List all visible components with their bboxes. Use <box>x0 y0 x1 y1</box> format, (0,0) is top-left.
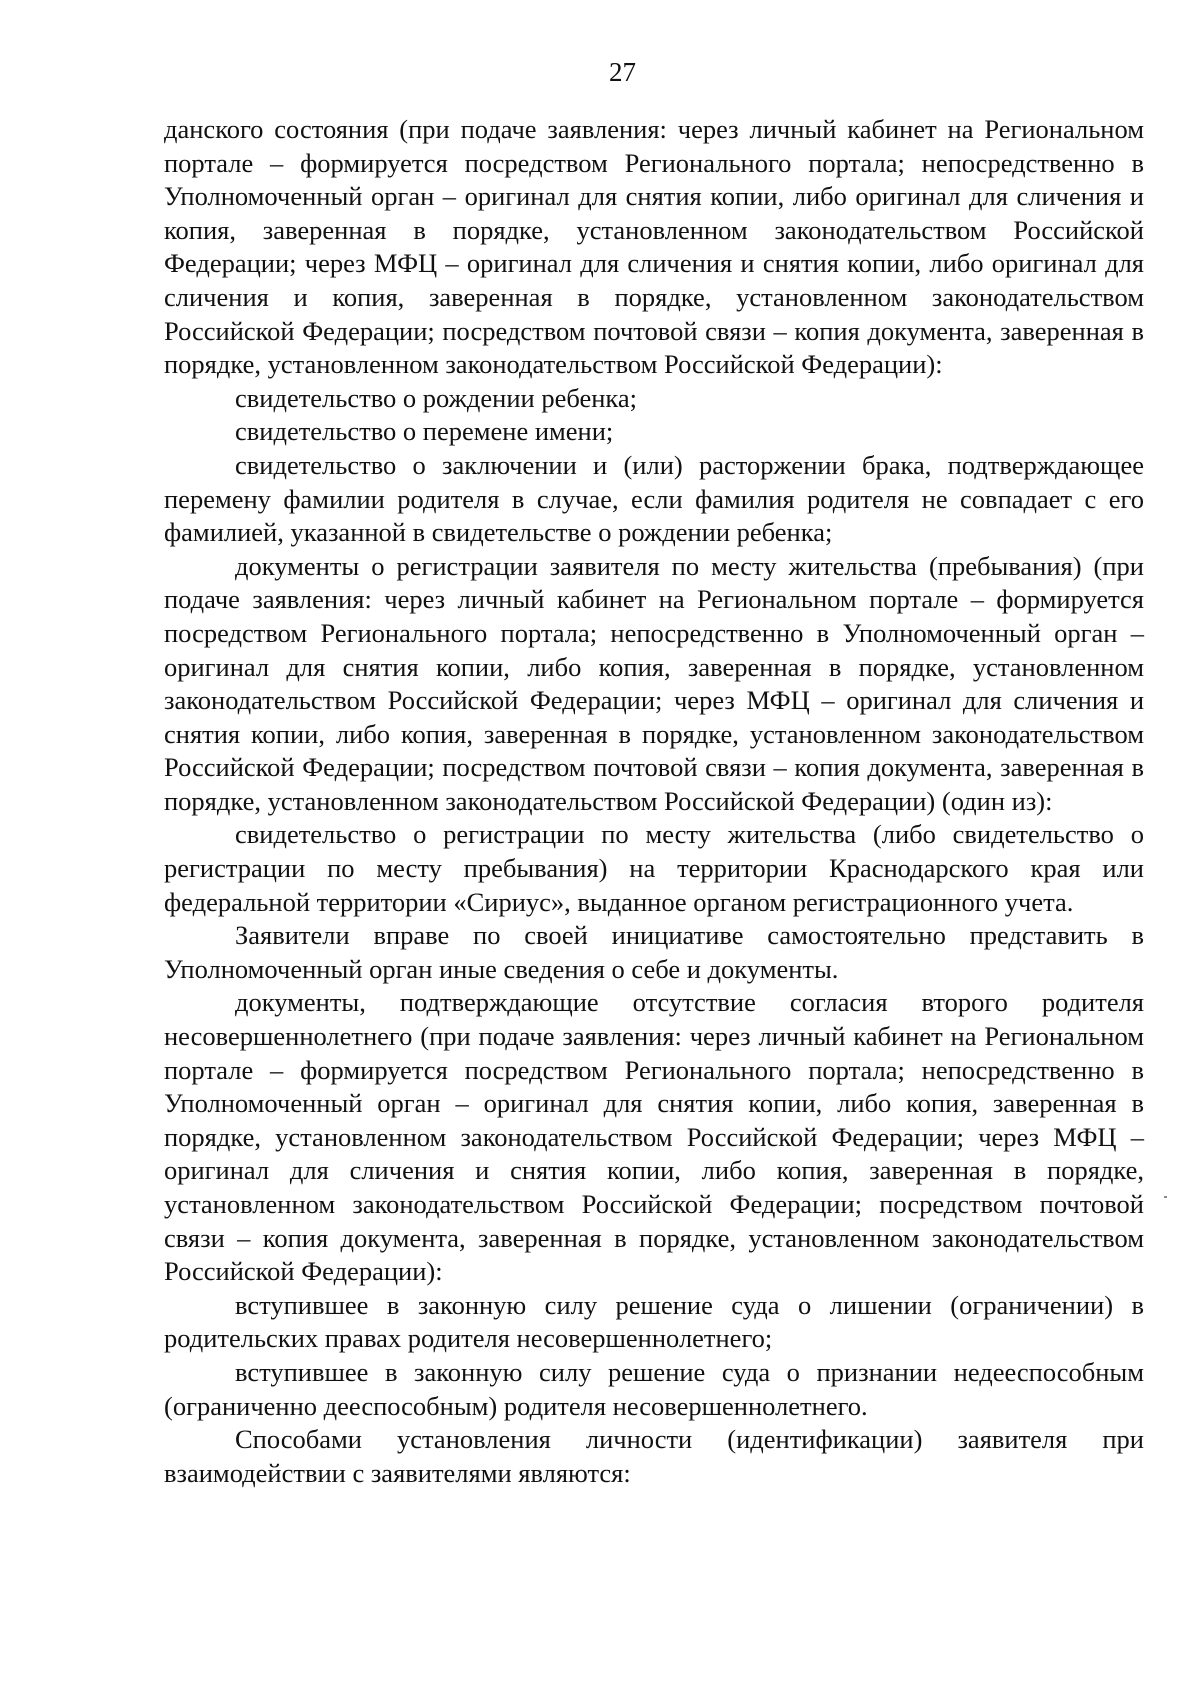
paragraph-registration-documents: документы о регистрации заявителя по месту жительства (пребывания) (при подаче заявления: через личный кабинет на Региональном портале – формируется посредством Регионального портала; непосредственно в Уполномоченный орган – оригинал для снятия копии, либо копия, заверенная в порядке, установленном законодательством Российской Федерации; через МФЦ – оригинал для сличения и снятия копии, либо копия, заверенная в порядке, установленном законодательством Российской Федерации; посредством почтовой связи – копия документа, заверенная в порядке, установленном законодательством Российской Федерации) (один из): <box>164 550 1144 816</box>
paragraph-deprivation-decision: вступившее в законную силу решение суда о лишении (ограничении) в родительских правах родителя несовершеннолетнего; <box>164 1289 1144 1354</box>
paragraph-applicant-right: Заявители вправе по своей инициативе самостоятельно представить в Уполномоченный орган иные сведения о себе и документы. <box>164 920 1144 984</box>
paragraph-birth-certificate: свидетельство о рождении ребенка; <box>235 382 638 413</box>
paragraph-name-change-certificate: свидетельство о перемене имени; <box>235 416 614 447</box>
paragraph-incapacity-decision: вступившее в законную силу решение суда о признании недееспособным (ограниченно дееспособным) родителя несовершеннолетнего. <box>164 1356 1144 1421</box>
paragraph-continuation: данского состояния (при подаче заявления: через личный кабинет на Региональном портале – формируется посредством Регионального портала; непосредственно в Уполномоченный орган – оригинал для снятия копии, либо оригинал для сличения и копия, заверенная в порядке, установленном законодательством Российской Федерации; через МФЦ – оригинал для сличения и снятия копии, либо оригинал для сличения и копия, заверенная в порядке, установленном законодательством Российской Федерации; посредством почтовой связи – копия документа, заверенная в порядке, установленном законодательством Российской Федерации): <box>164 114 1144 380</box>
paragraph-marriage-certificate: свидетельство о заключении и (или) расторжении брака, подтверждающее перемену фамилии родителя в случае, если фамилия родителя не совпадает с его фамилией, указанной в свидетельстве о рождении ребенка; <box>164 449 1144 548</box>
scan-artifact <box>1164 1196 1167 1198</box>
page-number: 27 <box>609 57 636 87</box>
paragraph-no-consent-documents: документы, подтверждающие отсутствие согласия второго родителя несовершеннолетнего (при подаче заявления: через личный кабинет на Региональном портале – формируется посредством Регионального портала; непосредственно в Уполномоченный орган – оригинал для снятия копии, либо копия, заверенная в порядке, установленном законодательством Российской Федерации; через МФЦ – оригинал для сличения и снятия копии, либо копия, заверенная в порядке, установленном законодательством Российской Федерации; посредством почтовой связи – копия документа, заверенная в порядке, установленном законодательством Российской Федерации): <box>164 987 1144 1287</box>
paragraph-registration-certificate: свидетельство о регистрации по месту жительства (либо свидетельство о регистрации по месту пребывания) на территории Краснодарского края или федеральной территории «Сириус», выданное органом регистрационного учета. <box>164 819 1144 917</box>
document-body <box>164 113 1144 1490</box>
paragraph-identification-methods: Способами установления личности (идентификации) заявителя при взаимодействии с заявителями являются: <box>164 1424 1144 1488</box>
